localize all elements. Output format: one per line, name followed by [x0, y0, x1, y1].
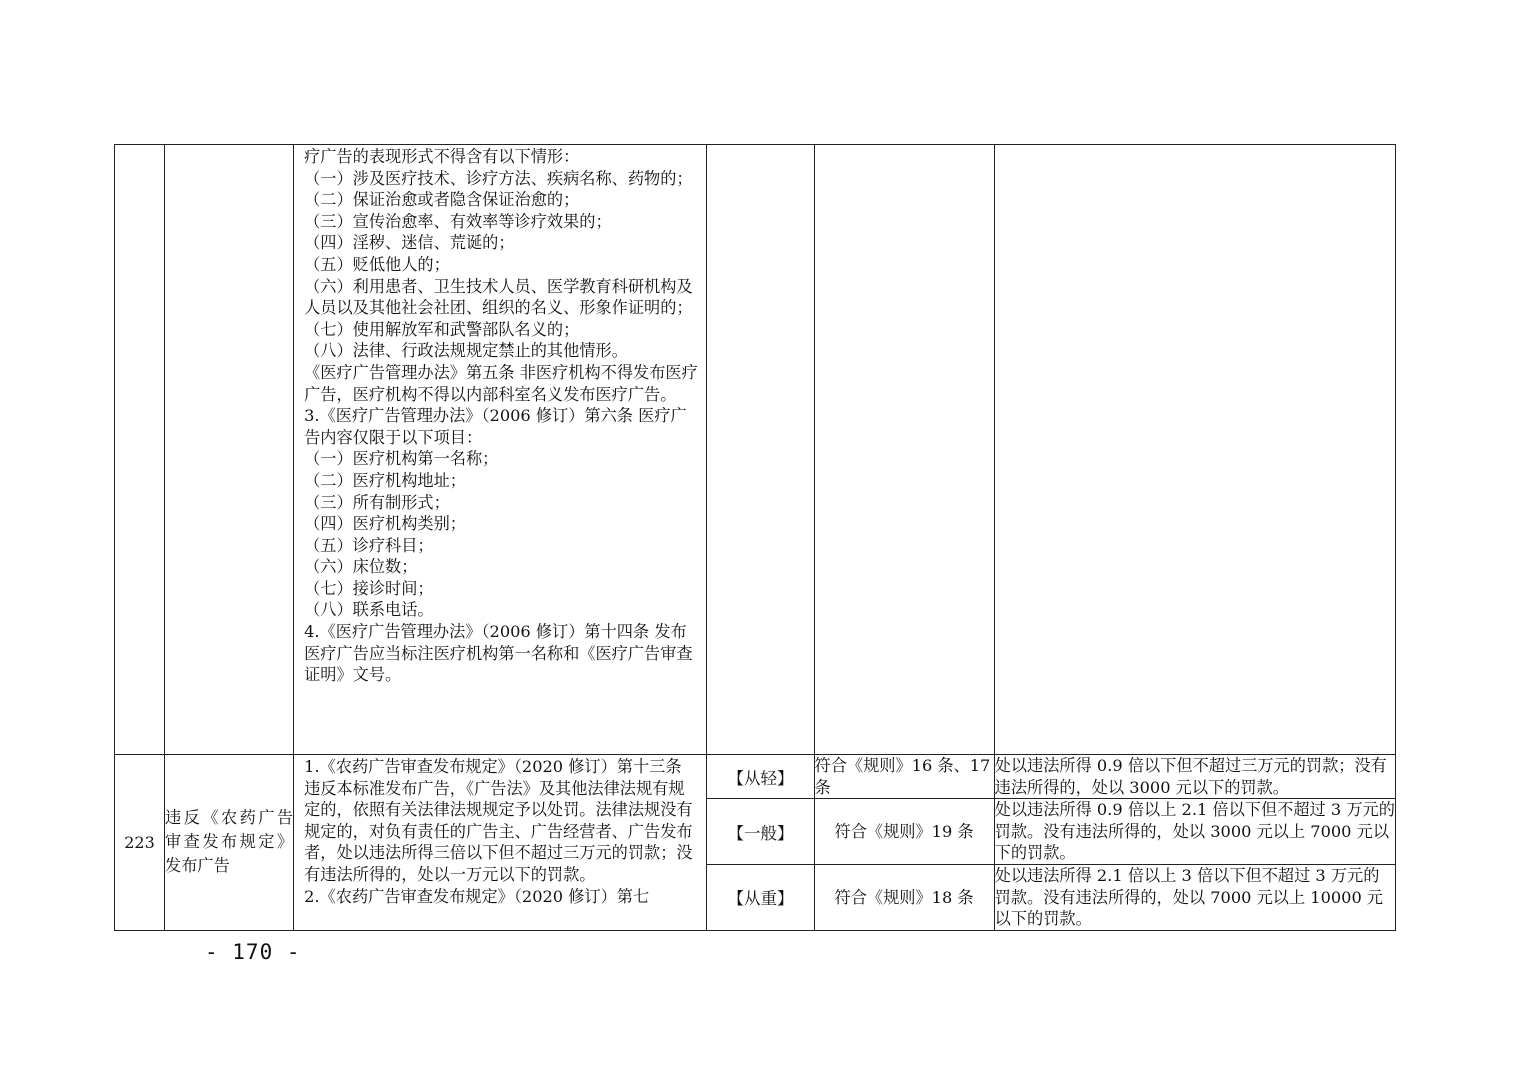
legal-basis-line: （八）联系电话。: [304, 600, 434, 620]
penalty-standard: 处以违法所得 0.9 倍以上 2.1 倍以下但不超过 3 万元的罚款。没有违法所得的，处以 3000 元以上 7000 元以下的罚款。: [994, 799, 1395, 865]
legal-basis-line: （六）床位数；: [304, 557, 418, 577]
legal-basis-line: （二）保证治愈或者隐含保证治愈的；: [304, 190, 580, 210]
legal-basis-line: （四）医疗机构类别；: [304, 514, 466, 534]
legal-basis-line: （五）贬低他人的；: [304, 254, 450, 274]
legal-basis-line: 3.《医疗广告管理办法》（2006 修订）第六条 医疗广告内容仅限于以下项目：: [304, 406, 687, 447]
table-row: [115, 755, 1396, 799]
legal-basis-text: [294, 755, 706, 928]
discretion-level-severe: 【从重】: [707, 864, 814, 930]
legal-basis-text: [294, 145, 706, 750]
legal-basis-line: 《医疗广告管理办法》第五条 非医疗机构不得发布医疗广告，医疗机构不得以内部科室名义发布医疗广告。: [304, 362, 698, 404]
legal-basis-line: 4.《医疗广告管理办法》（2006 修订）第十四条 发布医疗广告应当标注医疗机构第一名称和《医疗广告审查证明》文号。: [304, 622, 693, 685]
name-cell-empty: [165, 145, 294, 755]
item-number: 223: [115, 755, 165, 931]
legal-basis-line: （七）使用解放军和武警部队名义的；: [304, 319, 580, 339]
applicable-condition: 符合《规则》18 条: [814, 864, 994, 930]
legal-basis-line: （一）医疗机构第一名称；: [304, 449, 499, 469]
legal-basis-line: （五）诊疗科目；: [304, 535, 434, 555]
applicable-condition: 符合《规则》19 条: [814, 799, 994, 865]
legal-basis-line: （四）淫秽、迷信、荒诞的；: [304, 233, 515, 253]
legal-basis-line: （二）医疗机构地址；: [304, 470, 466, 490]
legal-basis-line: （七）接诊时间；: [304, 578, 434, 598]
legal-basis-line: 疗广告的表现形式不得含有以下情形：: [304, 147, 580, 166]
legal-basis-line: （六）利用患者、卫生技术人员、医学教育科研机构及人员以及其他社会社团、组织的名义、形象作证明的；: [304, 276, 693, 318]
legal-basis-line: （一）涉及医疗技术、诊疗方法、疾病名称、药物的；: [304, 168, 693, 188]
number-cell-empty: [115, 145, 165, 755]
level-cell-empty: [707, 145, 814, 755]
violation-name: 违反《农药广告审查发布规定》发布广告: [165, 755, 294, 931]
penalty-standard: 处以违法所得 2.1 倍以上 3 倍以下但不超过 3 万元的罚款。没有违法所得的，处以 7000 元以上 10000 元以下的罚款。: [994, 864, 1395, 930]
applicable-condition: 符合《规则》16 条、17 条: [814, 755, 994, 799]
legal-basis-cell: [294, 145, 707, 755]
legal-basis-cell: [294, 755, 707, 931]
table-row-continued: [115, 145, 1396, 755]
condition-cell-empty: [814, 145, 994, 755]
legal-basis-line: 2.《农药广告审查发布规定》（2020 修订）第七: [304, 886, 650, 906]
page-number: - 170 -: [205, 940, 301, 964]
discretion-level-general: 【一般】: [707, 799, 814, 865]
standard-cell-empty: [994, 145, 1395, 755]
penalty-standard: 处以违法所得 0.9 倍以下但不超过三万元的罚款；没有违法所得的，处以 3000 元以下的罚款。: [994, 755, 1395, 799]
legal-basis-line: （三）宣传治愈率、有效率等诊疗效果的；: [304, 211, 612, 231]
legal-basis-line: （三）所有制形式；: [304, 492, 450, 512]
discretion-level-lenient: 【从轻】: [707, 755, 814, 799]
legal-basis-line: 1.《农药广告审查发布规定》（2020 修订）第十三条 违反本标准发布广告，《广告法》及其他法律法规有规定的，依照有关法律法规规定予以处罚。法律法规没有规定的，对负有责任的广告主、广告经营者、广告发布者，处以违法所得三倍以下但不超过三万元的罚款；没有违法所得的，处以一万元以下的罚款。: [304, 757, 693, 884]
legal-basis-line: （八）法律、行政法规规定禁止的其他情形。: [304, 341, 628, 361]
penalty-standard-table: [114, 144, 1396, 931]
